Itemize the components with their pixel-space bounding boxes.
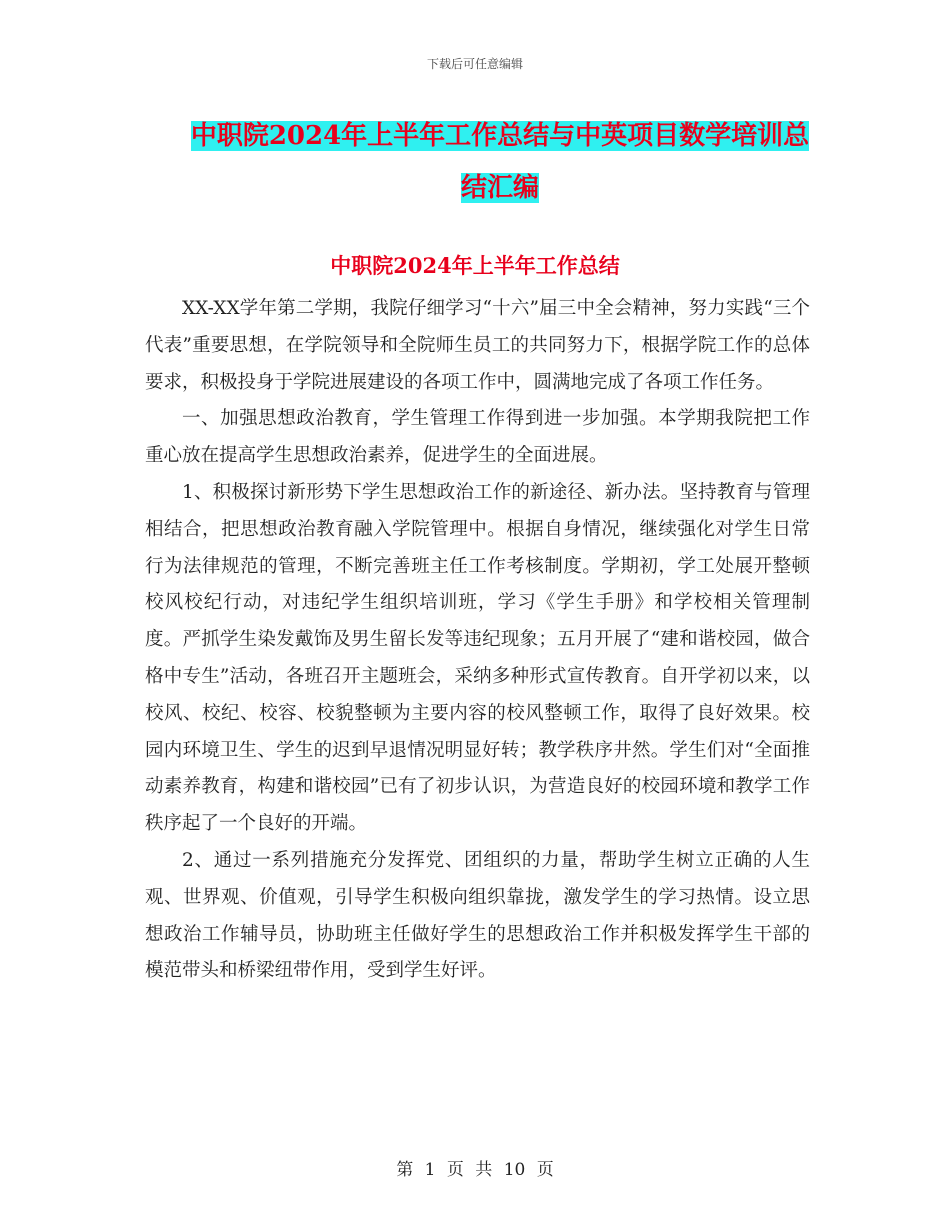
paragraph: 2、通过一系列措施充分发挥党、团组织的力量，帮助学生树立正确的人生观、世界观、价值观，引导学生积极向组织靠拢，激发学生的学习热情。设立思想政治工作辅导员，协助班主任做好学生的思想政治工作并积极发挥学生干部的模范带头和桥梁纽带作用，受到学生好评。 — [145, 849, 810, 982]
document-title — [140, 110, 860, 214]
paragraph: 1、积极探讨新形势下学生思想政治工作的新途径、新办法。坚持教育与管理相结合，把思想政治教育融入学院管理中。根据自身情况，继续强化对学生日常行为法律规范的管理，不断完善班主任工作考核制度。学期初，学工处展开整顿校风校纪行动，对违纪学生组织培训班，学习《学生手册》和学校相关管理制度。严抓学生染发戴饰及男生留长发等违纪现象；五月开展了“建和谐校园，做合格中专生”活动，各班召开主题班会，采纳多种形式宣传教育。自开学初以来，以校风、校纪、校容、校貌整顿为主要内容的校风整顿工作，取得了良好效果。校园内环境卫生、学生的迟到早退情况明显好转；教学秩序井然。学生们对“全面推动素养教育，构建和谐校园”已有了初步认识，为营造良好的校园环境和教学工作秩序起了一个良好的开端。 — [145, 481, 810, 835]
document-title-line-2: 结汇编 — [460, 173, 539, 203]
paragraph: XX-XX学年第二学期，我院仔细学习“十六”届三中全会精神，努力实践“三个代表”重要思想，在学院领导和全院师生员工的共同努力下，根据学院工作的总体要求，积极投身于学院进展建设的各项工作中，圆满地完成了各项工作任务。 — [145, 298, 810, 393]
header-note: 下载后可任意编辑 — [426, 57, 523, 71]
body-text — [145, 291, 810, 990]
page-footer: 第 1 页 共 10 页 — [396, 1160, 554, 1180]
paragraph: 一、加强思想政治教育，学生管理工作得到进一步加强。本学期我院把工作重心放在提高学生思想政治素养，促进学生的全面进展。 — [145, 408, 810, 467]
section-title: 中职院2024年上半年工作总结 — [330, 253, 620, 278]
document-title-line-1: 中职院2024年上半年工作总结与中英项目数学培训总 — [190, 121, 810, 151]
